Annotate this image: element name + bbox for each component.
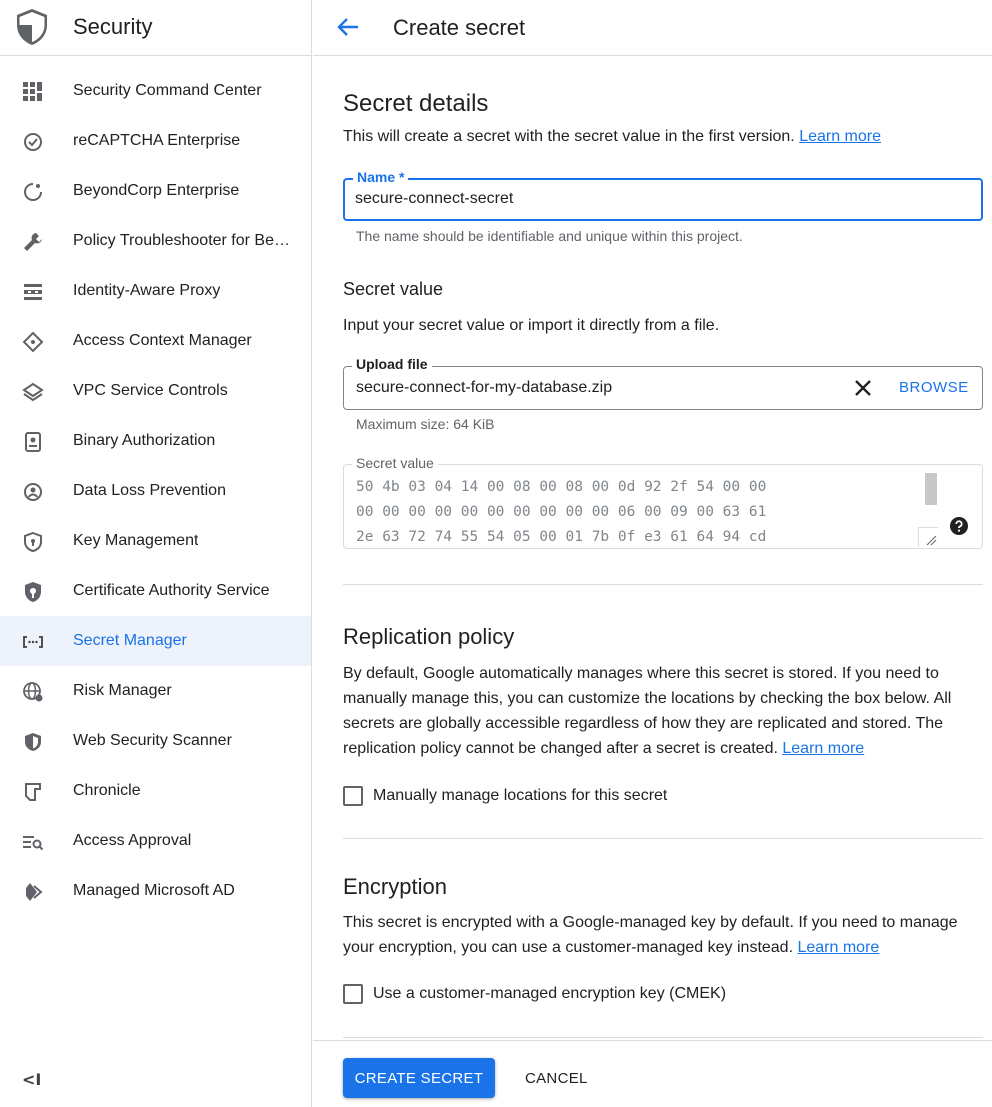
section-divider	[343, 838, 983, 839]
learn-more-link[interactable]: Learn more	[799, 128, 882, 145]
learn-more-link[interactable]: Learn more	[797, 939, 880, 956]
certificate-icon	[22, 581, 44, 603]
sidebar-item-secret-manager[interactable]	[0, 616, 311, 666]
sidebar-item-policy-troubleshooter[interactable]	[0, 216, 311, 266]
manual-locations-label: Manually manage locations for this secret	[373, 787, 668, 804]
recaptcha-icon	[22, 131, 44, 153]
sidebar-item-label: Binary Authorization	[73, 432, 216, 449]
sidebar-item-label: Risk Manager	[73, 682, 172, 699]
replication-policy-description	[343, 661, 983, 761]
sidebar-item-label: Identity-Aware Proxy	[73, 282, 221, 299]
sidebar-item-beyondcorp-enterprise[interactable]	[0, 166, 311, 216]
sidebar-header	[0, 0, 311, 56]
key-shield-icon	[22, 531, 44, 553]
sidebar-nav	[0, 66, 311, 916]
sidebar-item-vpc-service-controls[interactable]	[0, 366, 311, 416]
replication-policy-heading: Replication policy	[343, 624, 515, 649]
secret-value-field	[343, 455, 983, 549]
sidebar-item-chronicle[interactable]	[0, 766, 311, 816]
upload-file-label: Upload file	[352, 356, 432, 372]
secret-details-heading: Secret details	[343, 90, 489, 117]
sidebar-title: Security	[73, 14, 153, 39]
sidebar-item-label: Certificate Authority Service	[73, 582, 270, 599]
page-title: Create secret	[393, 15, 526, 40]
secret-brackets-icon	[22, 631, 44, 653]
secret-details-description	[343, 128, 881, 146]
sidebar-item-binary-authorization[interactable]	[0, 416, 311, 466]
sidebar-item-web-security-scanner[interactable]	[0, 716, 311, 766]
list-search-icon	[22, 831, 44, 853]
dlp-icon	[22, 481, 44, 503]
shield-half-icon	[22, 731, 44, 753]
sidebar-item-certificate-authority-service[interactable]	[0, 566, 311, 616]
browse-button[interactable]: BROWSE	[899, 379, 969, 396]
upload-hint: Maximum size: 64 KiB	[356, 416, 495, 432]
scrollbar-thumb[interactable]	[925, 473, 937, 505]
sidebar	[0, 0, 312, 1107]
secret-value-description: Input your secret value or import it directly from a file.	[343, 317, 720, 334]
cancel-button[interactable]: CANCEL	[515, 1058, 598, 1098]
upload-file-field	[343, 356, 983, 410]
collapse-icon[interactable]: <I	[22, 1070, 42, 1089]
manual-locations-checkbox[interactable]	[343, 786, 363, 806]
secret-value-textarea[interactable]	[356, 475, 916, 547]
resize-handle[interactable]	[918, 527, 938, 547]
sidebar-item-access-approval[interactable]	[0, 816, 311, 866]
sidebar-item-label: Web Security Scanner	[73, 732, 232, 749]
main-panel	[313, 0, 992, 1107]
sidebar-item-label: BeyondCorp Enterprise	[73, 182, 240, 199]
page-header	[313, 0, 992, 56]
ad-icon	[22, 881, 44, 903]
sidebar-item-label: Managed Microsoft AD	[73, 882, 235, 899]
sidebar-item-managed-microsoft-ad[interactable]	[0, 866, 311, 916]
cmek-label: Use a customer-managed encryption key (CMEK)	[373, 985, 727, 1002]
sidebar-item-label: Secret Manager	[73, 632, 187, 649]
proxy-icon	[22, 281, 44, 303]
sidebar-item-label: Policy Troubleshooter for Be…	[73, 232, 290, 249]
name-label: Name *	[353, 169, 408, 185]
encryption-description	[343, 910, 983, 960]
name-hint: The name should be identifiable and unique within this project.	[356, 228, 743, 244]
sidebar-item-recaptcha-enterprise[interactable]	[0, 116, 311, 166]
sidebar-item-label: Chronicle	[73, 782, 141, 799]
sidebar-item-label: Data Loss Prevention	[73, 482, 226, 499]
beyondcorp-icon	[22, 181, 44, 203]
encryption-heading: Encryption	[343, 874, 447, 899]
sidebar-item-key-management[interactable]	[0, 516, 311, 566]
chronicle-icon	[22, 781, 44, 803]
secret-details-text: This will create a secret with the secret value in the first version.	[343, 128, 800, 145]
binary-auth-icon	[22, 431, 44, 453]
upload-file-value[interactable]: secure-connect-for-my-database.zip	[356, 379, 613, 396]
sidebar-item-security-command-center[interactable]	[0, 66, 311, 116]
sidebar-item-label: Key Management	[73, 532, 199, 549]
secret-value-heading: Secret value	[343, 279, 444, 299]
wrench-icon	[22, 231, 44, 253]
sidebar-item-risk-manager[interactable]	[0, 666, 311, 716]
vpc-icon	[22, 381, 44, 403]
sidebar-item-data-loss-prevention[interactable]	[0, 466, 311, 516]
dashboard-icon	[22, 81, 44, 103]
globe-icon	[22, 681, 44, 703]
sidebar-item-identity-aware-proxy[interactable]	[0, 266, 311, 316]
section-divider	[343, 1037, 983, 1038]
sidebar-item-label: Access Approval	[73, 832, 192, 849]
name-field	[343, 169, 983, 221]
diamond-icon	[22, 331, 44, 353]
encryption-text: This secret is encrypted with a Google-managed key by default. If you need to manage your encryption, you can use a customer-managed key instead.	[343, 914, 958, 956]
replication-policy-text: By default, Google automatically manages where this secret is stored. If you need to manually manage this, you can customize the locations by checking the box below. All secrets are globally accessible regardless of how they are replicated and stored. The replication policy cannot be changed after a secret is created.	[343, 665, 952, 757]
sidebar-item-label: reCAPTCHA Enterprise	[73, 132, 241, 149]
shield-icon	[16, 8, 48, 46]
sidebar-item-label: VPC Service Controls	[73, 382, 228, 399]
sidebar-item-label: Access Context Manager	[73, 332, 252, 349]
name-input[interactable]	[355, 190, 955, 208]
secret-value-label: Secret value	[352, 455, 438, 471]
sidebar-item-access-context-manager[interactable]	[0, 316, 311, 366]
sidebar-item-label: Security Command Center	[73, 82, 262, 99]
form-footer	[313, 1040, 992, 1107]
manual-locations-checkbox-row[interactable]	[343, 786, 667, 806]
learn-more-link[interactable]: Learn more	[782, 740, 865, 757]
cmek-checkbox[interactable]	[343, 984, 363, 1004]
back-arrow-icon[interactable]	[335, 14, 361, 40]
close-icon[interactable]	[852, 377, 874, 399]
help-icon[interactable]	[950, 517, 968, 535]
cmek-checkbox-row[interactable]	[343, 984, 726, 1004]
section-divider	[343, 584, 983, 585]
create-secret-button[interactable]: CREATE SECRET	[343, 1058, 495, 1098]
